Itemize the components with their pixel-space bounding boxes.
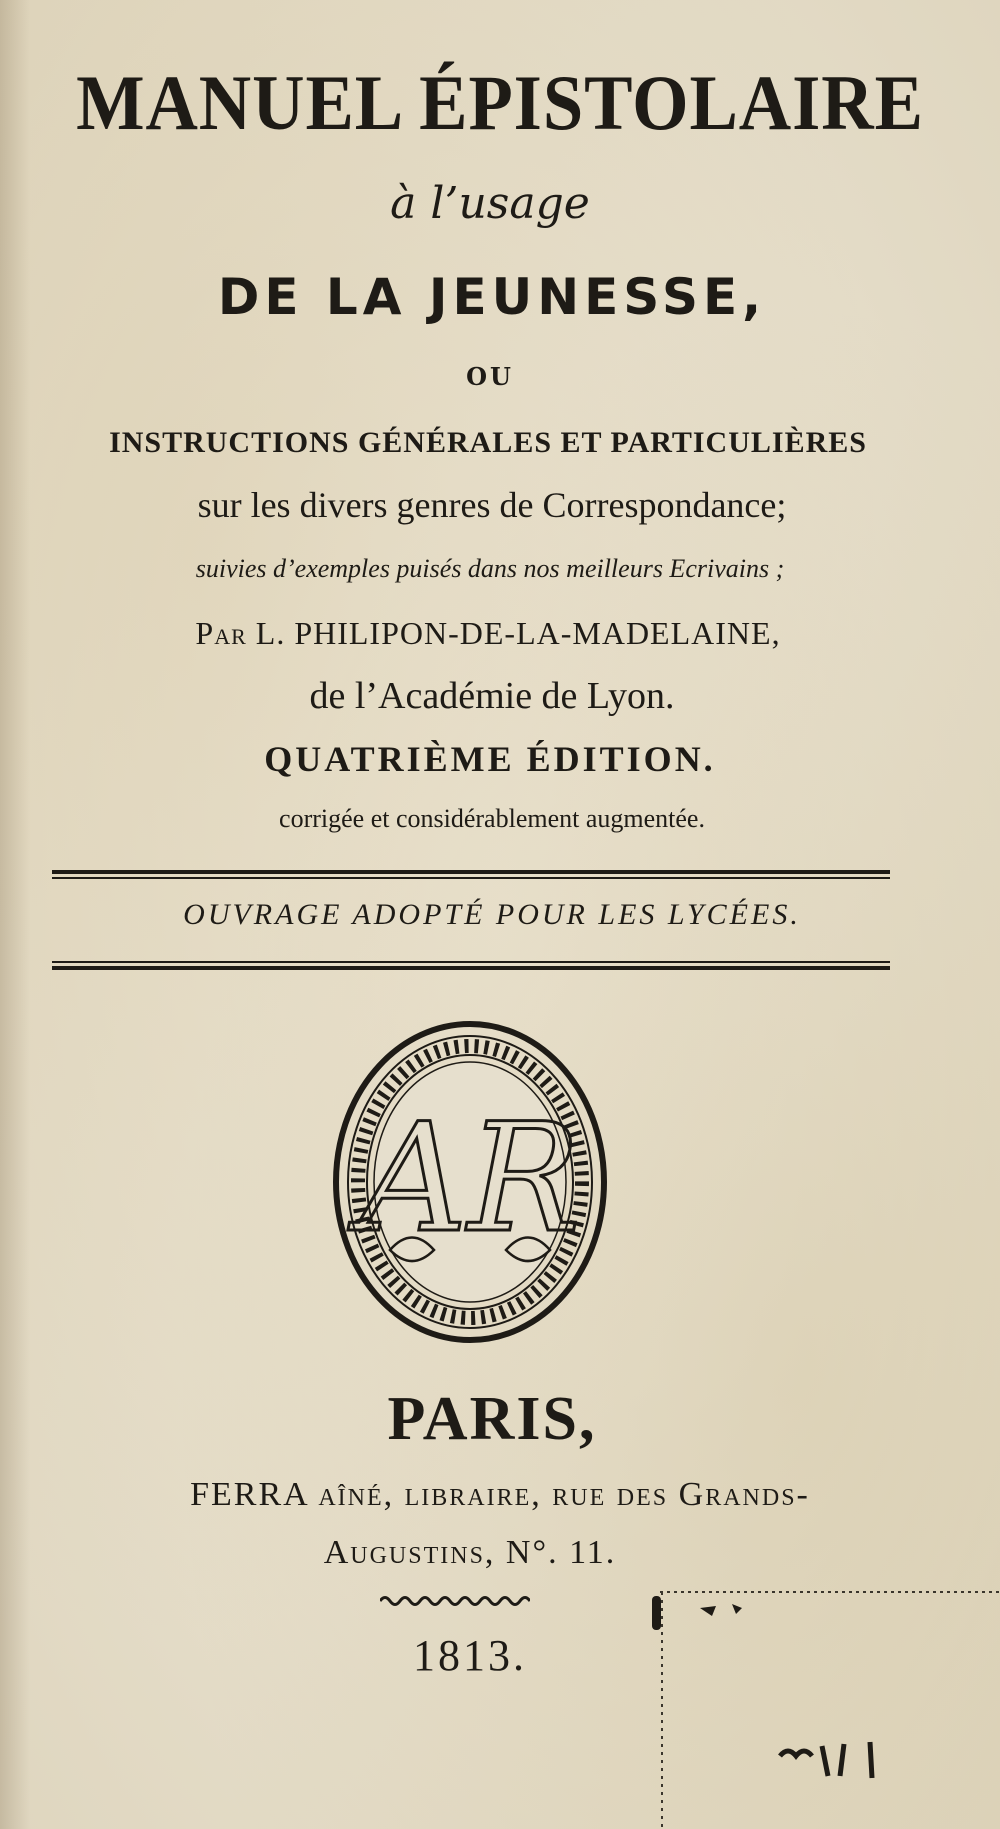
bottom-double-rule bbox=[52, 958, 890, 970]
library-stamp-icon bbox=[640, 1586, 1000, 1829]
audience-line: DE LA JEUNESSE, bbox=[217, 268, 767, 326]
conjunction-line: OU bbox=[466, 362, 514, 391]
publisher-line-1: FERRA aîné, libraire, rue des Grands- bbox=[190, 1476, 810, 1513]
monogram-text: AR bbox=[359, 1092, 581, 1266]
year-line: 1813. bbox=[413, 1631, 527, 1680]
genres-line: sur les divers genres de Correspondance; bbox=[197, 485, 787, 525]
subtitle-line: INSTRUCTIONS GÉNÉRALES ET PARTICULIÈRES bbox=[109, 426, 867, 459]
book-title: MANUEL ÉPISTOLAIRE bbox=[76, 59, 924, 146]
city-line: PARIS, bbox=[387, 1385, 597, 1453]
publisher-line-2: Augustins, N°. 11. bbox=[323, 1534, 617, 1571]
usage-line: à l’usage bbox=[390, 178, 590, 229]
wave-ornament-icon bbox=[380, 1594, 530, 1608]
top-double-rule bbox=[52, 870, 890, 879]
adoption-line: OUVRAGE ADOPTÉ POUR LES LYCÉES. bbox=[183, 898, 801, 931]
edition-note: corrigée et considérablement augmentée. bbox=[279, 804, 705, 833]
affiliation-line: de l’Académie de Lyon. bbox=[309, 675, 675, 717]
monogram-seal-icon bbox=[332, 1020, 608, 1344]
author-line: Par L. PHILIPON-DE-LA-MADELAINE, bbox=[195, 615, 781, 651]
edition-line: QUATRIÈME ÉDITION. bbox=[264, 739, 716, 779]
examples-line: suivies d’exemples puisés dans nos meilleurs Ecrivains ; bbox=[195, 554, 785, 583]
